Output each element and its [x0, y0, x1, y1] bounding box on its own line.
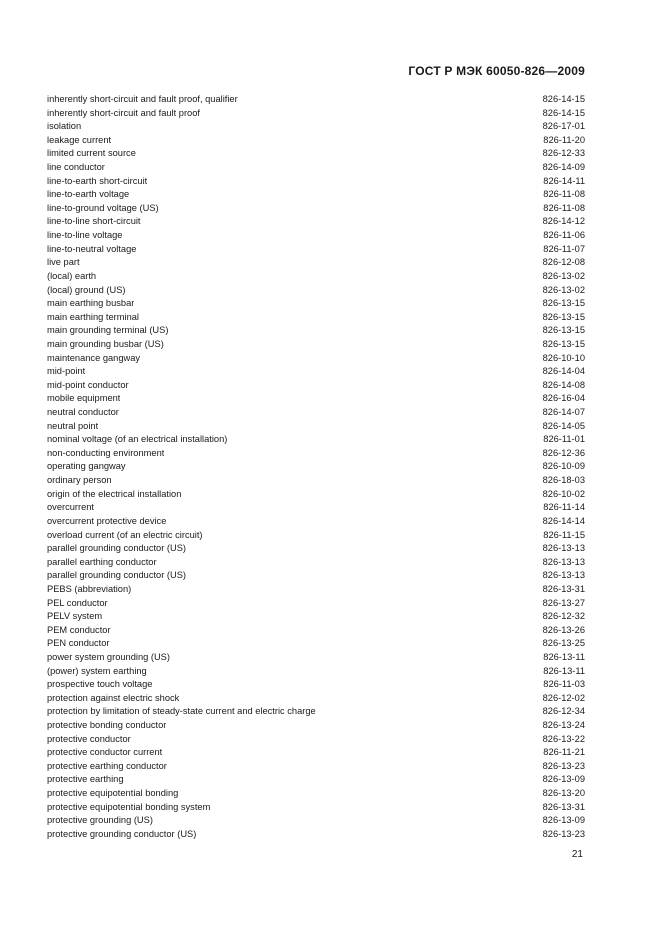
index-reference-number: 826-11-15 — [543, 529, 585, 540]
index-reference-number: 826-13-25 — [542, 638, 585, 649]
index-reference-number: 826-13-09 — [542, 815, 585, 826]
index-entry — [47, 256, 585, 270]
index-term: protective conductor — [47, 733, 131, 744]
index-term: parallel earthing conductor — [47, 556, 157, 567]
index-term: line-to-earth short-circuit — [47, 175, 148, 186]
term-index-list — [47, 93, 585, 842]
index-reference-number: 826-18-03 — [542, 475, 585, 486]
index-term: protective grounding (US) — [47, 815, 153, 826]
index-term: non-conducting environment — [47, 447, 165, 458]
index-term: prospective touch voltage — [47, 679, 153, 690]
index-term: line-to-line short-circuit — [47, 216, 141, 227]
index-term: protection by limitation of steady-state current and electric charge — [47, 706, 316, 717]
index-reference-number: 826-13-02 — [542, 270, 585, 281]
index-entry — [47, 379, 585, 393]
index-entry — [47, 284, 585, 298]
index-entry — [47, 229, 585, 243]
index-term: line conductor — [47, 162, 105, 173]
index-entry — [47, 324, 585, 338]
index-reference-number: 826-12-02 — [542, 692, 585, 703]
index-reference-number: 826-12-08 — [542, 257, 585, 268]
index-reference-number: 826-11-08 — [543, 189, 585, 200]
index-term: power system grounding (US) — [47, 651, 170, 662]
index-term: (local) ground (US) — [47, 284, 126, 295]
index-term: overcurrent protective device — [47, 515, 167, 526]
index-entry — [47, 352, 585, 366]
index-term: inherently short-circuit and fault proof — [47, 107, 200, 118]
index-term: leakage current — [47, 134, 112, 145]
index-reference-number: 826-13-15 — [542, 298, 585, 309]
index-entry — [47, 665, 585, 679]
index-reference-number: 826-13-15 — [542, 338, 585, 349]
index-entry — [47, 501, 585, 515]
index-term: (local) earth — [47, 270, 97, 281]
index-entry — [47, 801, 585, 815]
index-entry — [47, 460, 585, 474]
index-entry — [47, 474, 585, 488]
index-reference-number: 826-11-01 — [543, 434, 585, 445]
index-reference-number: 826-11-08 — [543, 202, 585, 213]
index-reference-number: 826-11-06 — [543, 230, 585, 241]
page-number: 21 — [571, 849, 583, 860]
index-reference-number: 826-13-31 — [542, 583, 585, 594]
index-entry — [47, 746, 585, 760]
index-reference-number: 826-12-34 — [542, 706, 585, 717]
index-term: neutral point — [47, 420, 99, 431]
index-entry — [47, 392, 585, 406]
index-entry — [47, 705, 585, 719]
index-entry — [47, 243, 585, 257]
index-reference-number: 826-14-14 — [542, 515, 585, 526]
index-reference-number: 826-13-13 — [542, 543, 585, 554]
index-term: PELV system — [47, 611, 103, 622]
index-term: main grounding busbar (US) — [47, 338, 164, 349]
index-term: inherently short-circuit and fault proof, qualifier — [47, 94, 238, 104]
index-entry — [47, 583, 585, 597]
index-reference-number: 826-12-32 — [542, 611, 585, 622]
index-reference-number: 826-13-23 — [542, 828, 585, 839]
index-reference-number: 826-11-03 — [543, 679, 585, 690]
index-term: neutral conductor — [47, 407, 119, 418]
index-entry — [47, 624, 585, 638]
index-term: main grounding terminal (US) — [47, 325, 169, 336]
index-term: live part — [47, 257, 80, 268]
index-entry — [47, 760, 585, 774]
index-reference-number: 826-17-01 — [542, 121, 585, 132]
index-reference-number: 826-11-21 — [543, 747, 585, 758]
index-entry — [47, 692, 585, 706]
index-reference-number: 826-13-22 — [542, 733, 585, 744]
index-entry — [47, 93, 585, 107]
index-term: protective earthing conductor — [47, 760, 167, 771]
document-header: ГОСТ Р МЭК 60050-826—2009 — [408, 64, 585, 78]
index-term: limited current source — [47, 148, 136, 159]
index-reference-number: 826-13-11 — [543, 651, 585, 662]
index-term: mobile equipment — [47, 393, 121, 404]
index-term: PEM conductor — [47, 624, 111, 635]
index-entry — [47, 542, 585, 556]
index-entry — [47, 814, 585, 828]
index-entry — [47, 678, 585, 692]
index-reference-number: 826-13-11 — [543, 665, 585, 676]
index-reference-number: 826-14-04 — [542, 366, 585, 377]
index-entry — [47, 311, 585, 325]
index-term: protective bonding conductor — [47, 720, 167, 731]
index-term: isolation — [47, 121, 82, 132]
index-reference-number: 826-13-13 — [542, 570, 585, 581]
index-term: protective conductor current — [47, 747, 163, 758]
index-reference-number: 826-13-02 — [542, 284, 585, 295]
index-entry — [47, 297, 585, 311]
index-entry — [47, 107, 585, 121]
index-reference-number: 826-11-07 — [543, 243, 585, 254]
index-term: PEL conductor — [47, 597, 108, 608]
index-reference-number: 826-10-09 — [542, 461, 585, 472]
index-entry — [47, 637, 585, 651]
index-term: main earthing terminal — [47, 311, 139, 322]
index-term: line-to-ground voltage (US) — [47, 202, 159, 213]
index-reference-number: 826-12-36 — [542, 447, 585, 458]
index-entry — [47, 270, 585, 284]
index-reference-number: 826-13-24 — [542, 720, 585, 731]
index-reference-number: 826-13-15 — [542, 311, 585, 322]
index-reference-number: 826-13-09 — [542, 774, 585, 785]
index-term: PEBS (abbreviation) — [47, 583, 132, 594]
index-entry — [47, 529, 585, 543]
index-term: main earthing busbar — [47, 298, 135, 309]
index-reference-number: 826-11-14 — [543, 502, 585, 513]
index-entry — [47, 202, 585, 216]
index-reference-number: 826-16-04 — [542, 393, 585, 404]
index-entry — [47, 433, 585, 447]
index-term: mid-point conductor — [47, 379, 129, 390]
index-term: (power) system earthing — [47, 665, 147, 676]
index-reference-number: 826-14-11 — [543, 175, 585, 186]
index-term: mid-point — [47, 366, 86, 377]
index-entry — [47, 420, 585, 434]
index-entry — [47, 515, 585, 529]
index-reference-number: 826-11-20 — [543, 134, 585, 145]
index-entry — [47, 215, 585, 229]
index-term: overload current (of an electric circuit) — [47, 529, 203, 540]
index-reference-number: 826-13-27 — [542, 597, 585, 608]
index-entry — [47, 651, 585, 665]
index-term: ordinary person — [47, 475, 112, 486]
index-entry — [47, 787, 585, 801]
index-reference-number: 826-10-02 — [542, 488, 585, 499]
index-term: PEN conductor — [47, 638, 110, 649]
index-reference-number: 826-13-26 — [542, 624, 585, 635]
index-entry — [47, 597, 585, 611]
index-term: origin of the electrical installation — [47, 488, 182, 499]
index-entry — [47, 556, 585, 570]
index-term: nominal voltage (of an electrical installation) — [47, 434, 228, 445]
index-entry — [47, 188, 585, 202]
index-reference-number: 826-13-15 — [542, 325, 585, 336]
index-reference-number: 826-13-31 — [542, 801, 585, 812]
index-term: line-to-neutral voltage — [47, 243, 137, 254]
index-entry — [47, 610, 585, 624]
index-reference-number: 826-13-23 — [542, 760, 585, 771]
index-entry — [47, 120, 585, 134]
index-reference-number: 826-14-09 — [542, 162, 585, 173]
index-entry — [47, 828, 585, 842]
index-entry — [47, 733, 585, 747]
index-entry — [47, 147, 585, 161]
index-entry — [47, 406, 585, 420]
index-reference-number: 826-10-10 — [542, 352, 585, 363]
index-reference-number: 826-14-15 — [542, 107, 585, 118]
index-entry — [47, 175, 585, 189]
index-term: operating gangway — [47, 461, 126, 472]
index-entry — [47, 488, 585, 502]
index-entry — [47, 447, 585, 461]
index-entry — [47, 134, 585, 148]
index-entry — [47, 719, 585, 733]
index-term: overcurrent — [47, 502, 95, 513]
index-term: line-to-line voltage — [47, 230, 123, 241]
index-term: protection against electric shock — [47, 692, 180, 703]
index-entry — [47, 569, 585, 583]
index-reference-number: 826-14-15 — [542, 94, 585, 104]
index-term: protective equipotential bonding system — [47, 801, 211, 812]
index-reference-number: 826-14-12 — [542, 216, 585, 227]
index-reference-number: 826-14-08 — [542, 379, 585, 390]
index-entry — [47, 338, 585, 352]
index-reference-number: 826-14-05 — [542, 420, 585, 431]
index-reference-number: 826-13-20 — [542, 788, 585, 799]
index-reference-number: 826-13-13 — [542, 556, 585, 567]
index-term: parallel grounding conductor (US) — [47, 543, 187, 554]
index-term: line-to-earth voltage — [47, 189, 130, 200]
index-term: protective grounding conductor (US) — [47, 828, 197, 839]
index-term: protective equipotential bonding — [47, 788, 179, 799]
index-entry — [47, 365, 585, 379]
index-entry — [47, 773, 585, 787]
index-term: maintenance gangway — [47, 352, 141, 363]
index-term: parallel grounding conductor (US) — [47, 570, 187, 581]
index-term: protective earthing — [47, 774, 124, 785]
index-reference-number: 826-14-07 — [542, 407, 585, 418]
index-reference-number: 826-12-33 — [542, 148, 585, 159]
index-entry — [47, 161, 585, 175]
